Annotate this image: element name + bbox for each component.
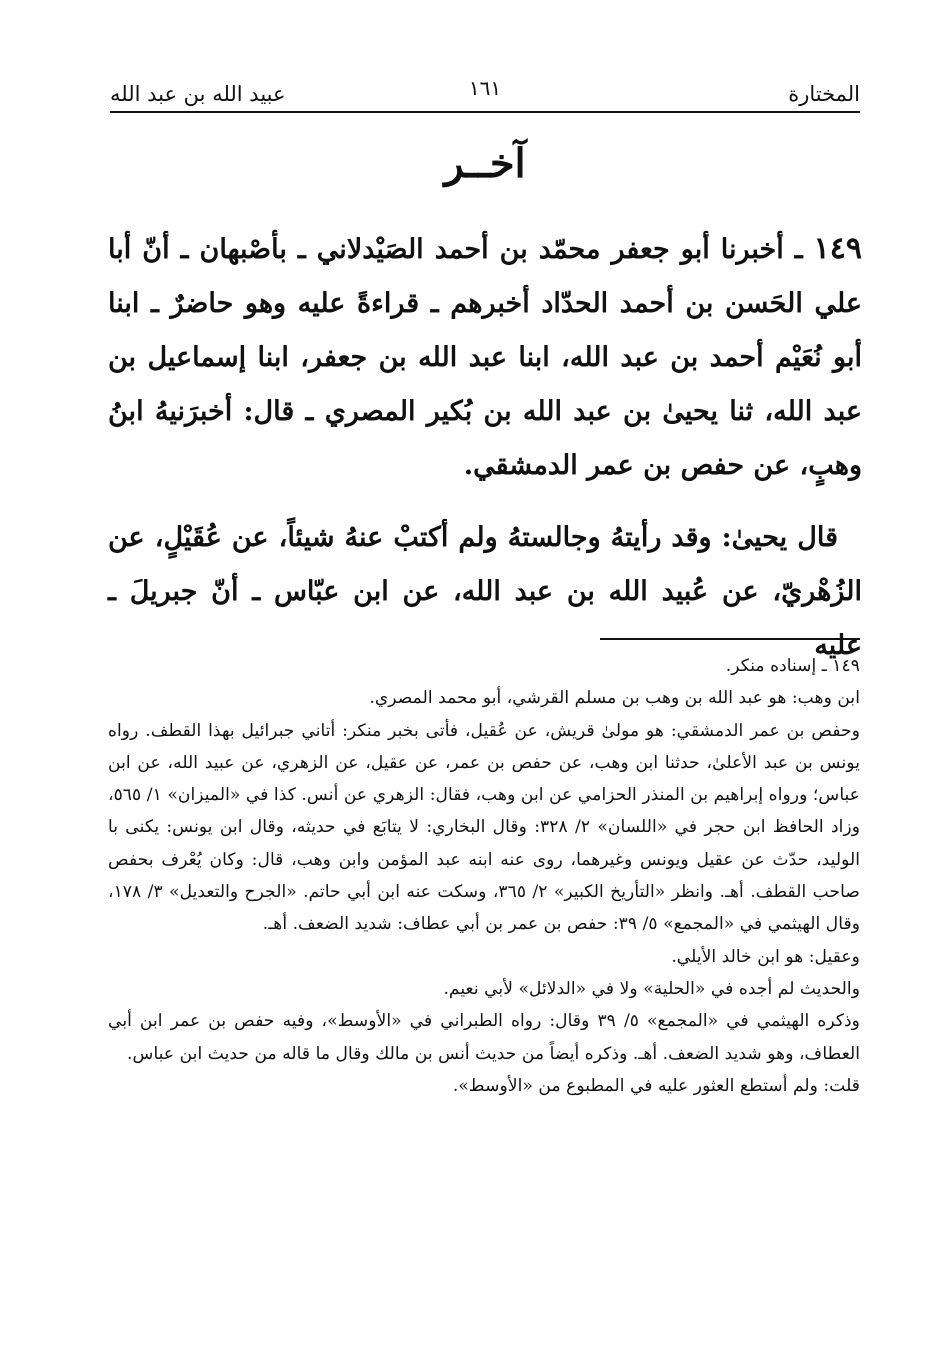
- footnotes: [108, 650, 860, 1102]
- section-title: آخــر: [444, 140, 526, 187]
- page-number: ١٦١: [468, 76, 502, 100]
- footnote-line: قلت: ولم أستطع العثور عليه في المطبوع من «الأوسط».: [452, 1075, 860, 1096]
- main-paragraph-2: قال يحيىٰ: وقد رأيتهُ وجالستهُ ولم أكتبْ عنهُ شيئاً، عن عُقَيْلٍ، عن الزُهْريّ، عن عُبيد الله بن عبد الله، عن ابن عبّاس ـ أنّ جبريلَ ـ عليه: [108, 522, 862, 661]
- footnote-line: ١٤٩ ـ إسناده منكر.: [725, 656, 860, 676]
- footnote-line: وعقيل: هو ابن خالد الأيلي.: [671, 946, 860, 967]
- footnote-line: وحفص بن عمر الدمشقي: هو مولىٰ قريش، عن عُقيل، فأتى بخبر منكر: أتاني جبرائيل بهذا القطف. رواه يونس بن عبد الأعلىٰ، حدثنا ابن وهب، عن حفص بن عمر، عن عقيل، عن الزهري، عن عبيد الله، عن ابن عباس؛ ورواه إبراهيم بن المنذر الحزامي عن ابن وهب، فقال: الزهري عن أنس. كذا في «الميزان» ١/ ٥٦٥، وزاد الحافظ ابن حجر في «اللسان» ٢/ ٣٢٨: وقال البخاري: لا يتابَع في حديثه، وقال ابن يونس: يكنى با الوليد، حدّث عن عقيل ويونس وغيرهما، روى عنه ابنه عبد المؤمن وابن وهب، قال: وكان يُعْرف بحفص صاحب القطف. أهـ. وانظر «التأريخ الكبير» ٢/ ٣٦٥، وسكت عنه ابن أبي حاتم. «الجرح والتعديل» ٣/ ١٧٨، وقال الهيثمي في «المجمع» ٥/ ٣٩: حفص بن عمر بن أبي عطاف: شديد الضعف. أهـ.: [108, 720, 861, 935]
- running-header: [110, 66, 860, 106]
- footnote-separator: [600, 638, 860, 640]
- hadith-number: ١٤٩: [813, 231, 862, 266]
- book-title: المختارة: [788, 82, 860, 106]
- main-text: [108, 222, 862, 673]
- main-paragraph-1: [108, 222, 862, 493]
- section-name: عبيد الله بن عبد الله: [110, 82, 286, 106]
- header-rule: [110, 111, 860, 113]
- main-paragraph-1-text: ـ أخبرنا أبو جعفر محمّد بن أحمد الصَيْدلاني ـ بأصْبهان ـ أنّ أبا علي الحَسن بن أحمد الحدّاد أخبرهم ـ قراءةً عليه وهو حاضرٌ ـ ابنا أبو نُعَيْم أحمد بن عبد الله، ابنا عبد الله بن جعفر، ابنا إسماعيل بن عبد الله، ثنا يحيىٰ بن عبد الله بن بُكير المصري ـ قال: أخبرَنيهُ ابنُ وهبٍ، عن حفص بن عمر الدمشقي.: [108, 234, 862, 481]
- footnote-line: وذكره الهيثمي في «المجمع» ٥/ ٣٩ وقال: رواه الطبراني في «الأوسط»، وفيه حفص بن عمر ابن أبي العطاف، وهو شديد الضعف. أهـ. وذكره أيضاً من حديث أنس بن مالك وقال ما قاله من حديث ابن عباس.: [108, 1011, 860, 1064]
- footnote-line: ابن وهب: هو عبد الله بن وهب بن مسلم القرشي، أبو محمد المصري.: [369, 688, 860, 709]
- footnote-line: والحديث لم أجده في «الحلية» ولا في «الدلائل» لأبي نعيم.: [443, 978, 860, 999]
